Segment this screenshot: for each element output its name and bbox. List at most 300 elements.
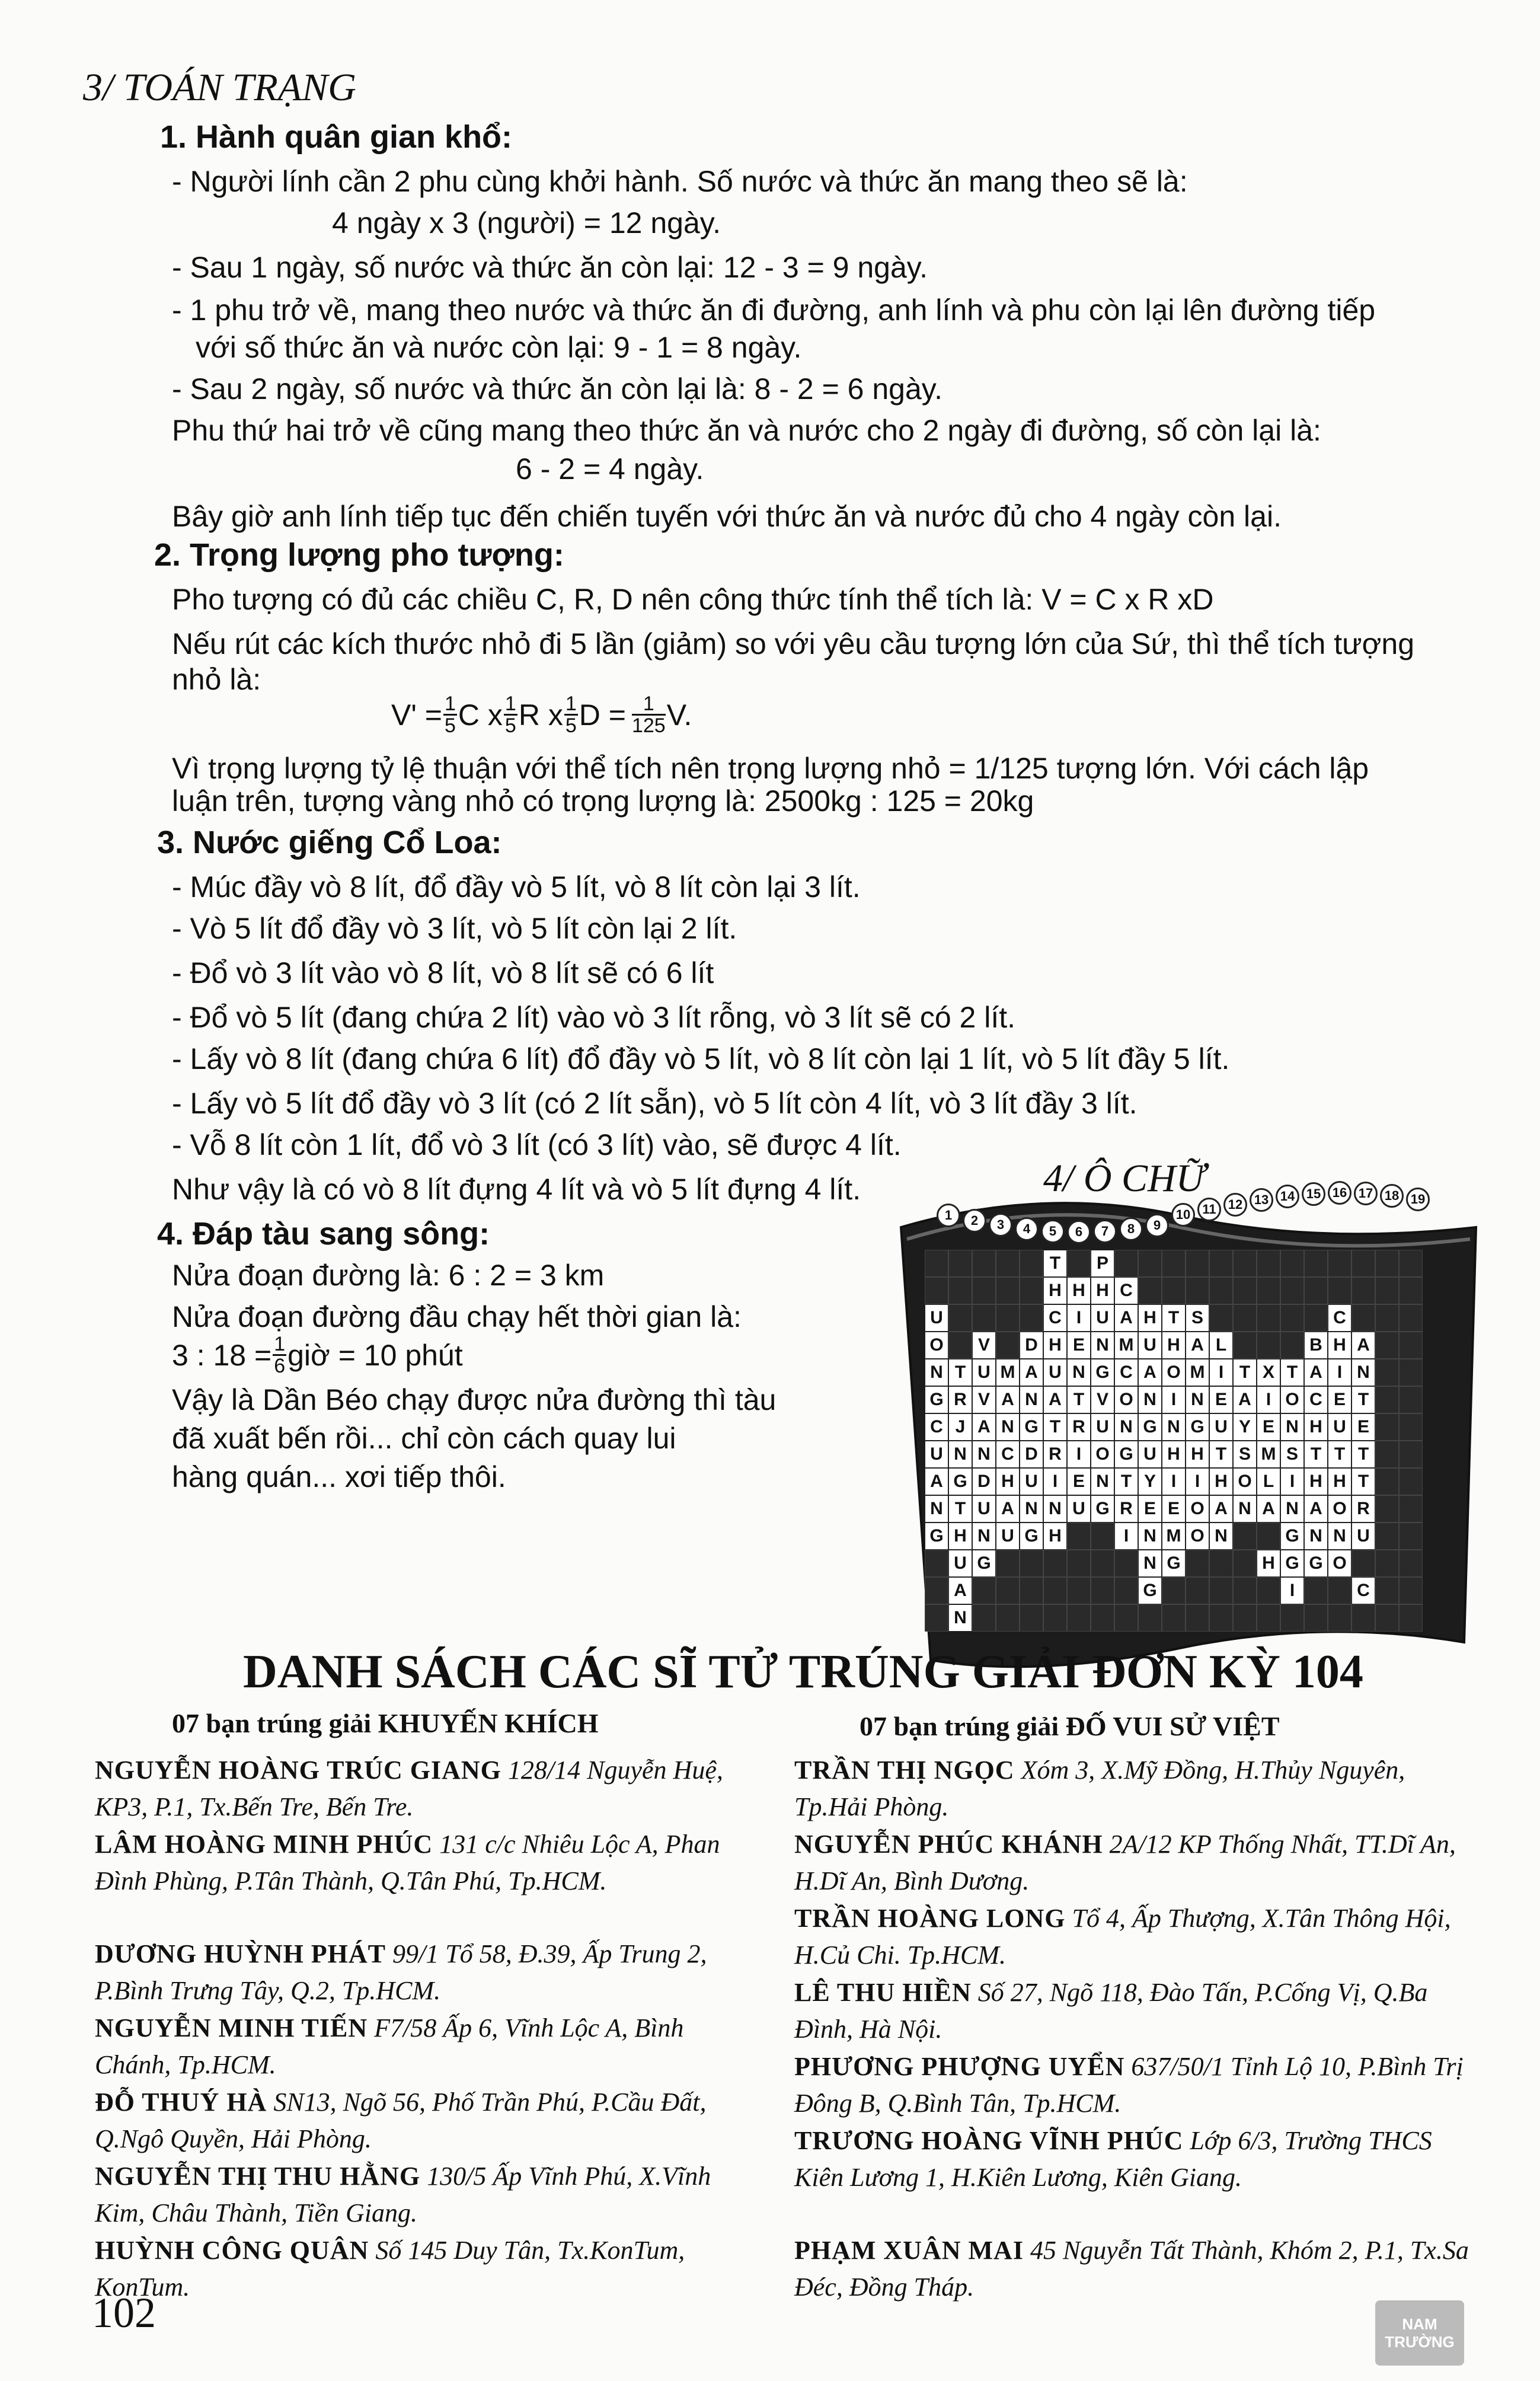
formula-c: C x xyxy=(458,698,503,732)
volume-formula xyxy=(391,694,692,736)
crossword-cell: T xyxy=(1233,1359,1257,1386)
page-number: 102 xyxy=(92,2289,156,2337)
crossword-cell-blank xyxy=(1399,1523,1423,1550)
p1-line-3: - 1 phu trở về, mang theo nước và thức ăn đi đường, anh lính và phu còn lại lên đường tiếp xyxy=(172,293,1376,327)
crossword-cell: A xyxy=(1138,1359,1162,1386)
crossword-cell: A xyxy=(996,1495,1020,1523)
crossword-cell: U xyxy=(1328,1413,1352,1441)
crossword-cell: U xyxy=(1091,1304,1114,1332)
crossword-cell: M xyxy=(1114,1332,1138,1359)
clue-number: 12 xyxy=(1223,1193,1247,1217)
crossword-cell-blank xyxy=(972,1250,996,1277)
crossword-cell: N xyxy=(1352,1359,1375,1386)
crossword-cell: C xyxy=(1043,1304,1067,1332)
crossword-cell-blank xyxy=(1162,1250,1186,1277)
winner-right-1 xyxy=(794,1826,1470,1900)
crossword-cell-blank xyxy=(996,1550,1020,1577)
crossword-cell: G xyxy=(1186,1413,1209,1441)
crossword-cell: U xyxy=(1209,1413,1233,1441)
crossword-cell: O xyxy=(1091,1441,1114,1468)
fraction-one-fifth xyxy=(564,694,578,736)
left-column-header xyxy=(172,1707,599,1739)
p4-line-0: Nửa đoạn đường là: 6 : 2 = 3 km xyxy=(172,1259,605,1292)
crossword-cell: I xyxy=(1328,1359,1352,1386)
winner-address: 637/50/1 Tỉnh Lộ 10, P.Bình Trị Đông B, Q.Bình Tân, Tp.HCM. xyxy=(794,2052,1464,2118)
crossword-cell: I xyxy=(1257,1386,1280,1413)
crossword-cell-blank xyxy=(1091,1604,1114,1632)
crossword-cell-blank xyxy=(1399,1577,1423,1604)
p1-line-4: với số thức ăn và nước còn lại: 9 - 1 = 8 ngày. xyxy=(196,331,802,364)
crossword-cell: T xyxy=(1067,1386,1091,1413)
winner-address: Số 27, Ngõ 118, Đào Tấn, P.Cống Vị, Q.Ba Đình, Hà Nội. xyxy=(794,1978,1428,2044)
crossword-cell: G xyxy=(1020,1523,1043,1550)
crossword-cell-blank xyxy=(925,1250,948,1277)
crossword-cell: G xyxy=(1091,1495,1114,1523)
formula-lhs: V' = xyxy=(391,698,442,732)
crossword-cell: N xyxy=(948,1441,972,1468)
crossword-cell: U xyxy=(925,1441,948,1468)
crossword-cell: S xyxy=(1280,1441,1304,1468)
winner-address: Xóm 3, X.Mỹ Đồng, H.Thủy Nguyên, Tp.Hải Phòng. xyxy=(794,1756,1405,1821)
fraction-num: 1 xyxy=(632,694,666,716)
winner-name: ĐỖ THUÝ HÀ xyxy=(95,2088,267,2117)
crossword-cell-blank xyxy=(948,1304,972,1332)
crossword-cell: H xyxy=(1162,1441,1186,1468)
crossword-cell-blank xyxy=(1233,1250,1257,1277)
crossword-cell-blank xyxy=(1399,1359,1423,1386)
crossword-cell: O xyxy=(925,1332,948,1359)
clue-number: 18 xyxy=(1380,1184,1404,1208)
crossword-cell: I xyxy=(1209,1359,1233,1386)
crossword-cell: H xyxy=(1043,1332,1067,1359)
crossword-cell-blank xyxy=(972,1277,996,1304)
crossword-cell: N xyxy=(1186,1386,1209,1413)
crossword-cell-blank xyxy=(1114,1577,1138,1604)
fraction-num: 1 xyxy=(504,692,516,715)
clue-number: 9 xyxy=(1145,1214,1169,1237)
crossword-grid xyxy=(925,1250,1423,1659)
crossword-cell-blank xyxy=(1399,1250,1423,1277)
crossword-cell-blank xyxy=(996,1604,1020,1632)
crossword-cell-blank xyxy=(1233,1604,1257,1632)
crossword-cell-blank xyxy=(1091,1550,1114,1577)
crossword-cell: G xyxy=(1114,1441,1138,1468)
crossword-cell: A xyxy=(925,1468,948,1495)
crossword-cell: N xyxy=(996,1413,1020,1441)
crossword-cell-blank xyxy=(1399,1386,1423,1413)
crossword-cell-blank xyxy=(1186,1250,1209,1277)
crossword-cell: T xyxy=(1280,1359,1304,1386)
crossword-cell-blank xyxy=(1399,1304,1423,1332)
crossword-cell: E xyxy=(1209,1386,1233,1413)
crossword-cell-blank xyxy=(1399,1604,1423,1632)
clue-number: 11 xyxy=(1197,1198,1221,1221)
crossword-cell: A xyxy=(1209,1495,1233,1523)
clue-number: 2 xyxy=(963,1209,986,1233)
crossword-cell-blank xyxy=(1304,1250,1328,1277)
crossword-cell: I xyxy=(1067,1304,1091,1332)
crossword-cell-blank xyxy=(1043,1604,1067,1632)
fraction-one-125 xyxy=(632,694,666,736)
crossword-cell: I xyxy=(1043,1468,1067,1495)
heading-nuoc-gieng: 3. Nước giếng Cổ Loa: xyxy=(157,825,502,860)
crossword-cell-blank xyxy=(1352,1604,1375,1632)
crossword-cell-blank xyxy=(1375,1577,1399,1604)
crossword-cell-blank xyxy=(1399,1277,1423,1304)
crossword-cell: E xyxy=(1257,1413,1280,1441)
clue-number: 5 xyxy=(1041,1220,1065,1243)
crossword-cell-blank xyxy=(1209,1577,1233,1604)
crossword-cell-blank xyxy=(1209,1250,1233,1277)
p2-line-0: Pho tượng có đủ các chiều C, R, D nên công thức tính thể tích là: V = C x R xD xyxy=(172,583,1214,616)
winner-address: 99/1 Tổ 58, Đ.39, Ấp Trung 2, P.Bình Trưng Tây, Q.2, Tp.HCM. xyxy=(95,1939,707,2005)
crossword-cell-blank xyxy=(1280,1332,1304,1359)
crossword-cell-blank xyxy=(1138,1604,1162,1632)
winner-address: 45 Nguyễn Tất Thành, Khóm 2, P.1, Tx.Sa Đéc, Đồng Tháp. xyxy=(794,2236,1469,2302)
crossword-cell: G xyxy=(948,1468,972,1495)
winner-right-3 xyxy=(794,1974,1470,2048)
crossword-cell: N xyxy=(948,1604,972,1632)
crossword-cell-blank xyxy=(1375,1441,1399,1468)
crossword-cell-blank xyxy=(1067,1604,1091,1632)
crossword-cell: G xyxy=(1138,1413,1162,1441)
crossword-cell: N xyxy=(925,1495,948,1523)
winner-name: NGUYỄN THỊ THU HẰNG xyxy=(95,2162,421,2191)
winner-address: 131 c/c Nhiêu Lộc A, Phan Đình Phùng, P.Tân Thành, Q.Tân Phú, Tp.HCM. xyxy=(95,1830,720,1895)
crossword-cell-blank xyxy=(1399,1550,1423,1577)
crossword-cell: I xyxy=(1162,1386,1186,1413)
p2-after-0: Vì trọng lượng tỷ lệ thuận với thể tích nên trọng lượng nhỏ = 1/125 tượng lớn. Với cách lập xyxy=(172,752,1369,785)
crossword-cell: V xyxy=(1091,1386,1114,1413)
p3-line-5: - Lấy vò 5 lít đổ đầy vò 3 lít (có 2 lít sẵn), vò 5 lít còn 4 lít, vò 3 lít đầy 3 lít. xyxy=(172,1087,1138,1120)
right-header-kind: ĐỐ VUI SỬ VIỆT xyxy=(1065,1711,1280,1741)
crossword-cell: I xyxy=(1067,1441,1091,1468)
crossword-cell: N xyxy=(1020,1495,1043,1523)
crossword-cell: Y xyxy=(1233,1413,1257,1441)
crossword-cell: G xyxy=(1020,1413,1043,1441)
p2-after-1: luận trên, tượng vàng nhỏ có trọng lượng là: 2500kg : 125 = 20kg xyxy=(172,784,1034,818)
winner-address: 130/5 Ấp Vĩnh Phú, X.Vĩnh Kim, Châu Thành, Tiền Giang. xyxy=(95,2162,711,2227)
crossword-cell: H xyxy=(1043,1523,1067,1550)
crossword-cell-blank xyxy=(1209,1604,1233,1632)
p1-line-2: - Sau 1 ngày, số nước và thức ăn còn lại: 12 - 3 = 9 ngày. xyxy=(172,251,928,284)
crossword-cell: N xyxy=(1114,1413,1138,1441)
fraction-den: 5 xyxy=(504,714,516,737)
crossword-cell: T xyxy=(1043,1413,1067,1441)
p3-line-0: - Múc đầy vò 8 lít, đổ đầy vò 5 lít, vò 8 lít còn lại 3 lít. xyxy=(172,870,861,904)
heading-dap-tau: 4. Đáp tàu sang sông: xyxy=(157,1216,490,1252)
fraction-den: 6 xyxy=(274,1355,286,1377)
crossword-cell: H xyxy=(1328,1332,1352,1359)
crossword-cell-blank xyxy=(1186,1577,1209,1604)
crossword-cell: R xyxy=(1352,1495,1375,1523)
crossword-cell: N xyxy=(1138,1523,1162,1550)
winner-address: Lớp 6/3, Trường THCS Kiên Lương 1, H.Kiên Lương, Kiên Giang. xyxy=(794,2126,1432,2192)
crossword-cell: N xyxy=(1091,1332,1114,1359)
right-header-count: 07 bạn trúng giải xyxy=(860,1711,1059,1741)
crossword-cell-blank xyxy=(1280,1604,1304,1632)
crossword-cell-blank xyxy=(1352,1550,1375,1577)
crossword-cell: A xyxy=(1043,1386,1067,1413)
crossword-cell: O xyxy=(1162,1359,1186,1386)
time-calc xyxy=(172,1334,463,1376)
crossword-cell-blank xyxy=(1280,1250,1304,1277)
crossword-cell: T xyxy=(1352,1441,1375,1468)
crossword-cell: N xyxy=(1233,1495,1257,1523)
crossword-cell-blank xyxy=(1375,1250,1399,1277)
crossword-cell: I xyxy=(1114,1523,1138,1550)
crossword-cell-blank xyxy=(1375,1386,1399,1413)
winner-name: PHẠM XUÂN MAI xyxy=(794,2236,1024,2265)
crossword-cell: N xyxy=(1304,1523,1328,1550)
crossword-cell: E xyxy=(1067,1332,1091,1359)
crossword-cell: P xyxy=(1091,1250,1114,1277)
crossword-cell-blank xyxy=(1257,1332,1280,1359)
fraction-num: 1 xyxy=(445,692,456,715)
crossword-cell: A xyxy=(948,1577,972,1604)
crossword-cell: U xyxy=(972,1495,996,1523)
crossword-cell-blank xyxy=(925,1277,948,1304)
crossword-cell: S xyxy=(1186,1304,1209,1332)
crossword-cell: N xyxy=(972,1441,996,1468)
crossword-cell: O xyxy=(1233,1468,1257,1495)
crossword-cell-blank xyxy=(1399,1332,1423,1359)
crossword-cell: N xyxy=(925,1359,948,1386)
crossword-cell: N xyxy=(1020,1386,1043,1413)
crossword-cell: C xyxy=(1304,1386,1328,1413)
crossword-cell-blank xyxy=(972,1604,996,1632)
crossword-cell: R xyxy=(1114,1495,1138,1523)
crossword-cell-blank xyxy=(1352,1304,1375,1332)
crossword-cell-blank xyxy=(1233,1332,1257,1359)
fraction-one-fifth xyxy=(504,694,517,736)
crossword-cell: O xyxy=(1186,1495,1209,1523)
publisher-logo: NAM TRƯỜNG xyxy=(1375,2300,1464,2366)
crossword-cell-blank xyxy=(1209,1550,1233,1577)
crossword-cell-blank xyxy=(996,1332,1020,1359)
clue-number: 14 xyxy=(1276,1185,1299,1208)
clue-number: 3 xyxy=(989,1213,1012,1237)
crossword-cell: G xyxy=(1138,1577,1162,1604)
crossword-cell-blank xyxy=(1067,1250,1091,1277)
p3-line-1: - Vò 5 lít đổ đầy vò 3 lít, vò 5 lít còn lại 2 lít. xyxy=(172,912,737,945)
crossword-cell: Y xyxy=(1138,1468,1162,1495)
crossword-cell: E xyxy=(1162,1495,1186,1523)
crossword-cell-blank xyxy=(1304,1577,1328,1604)
crossword-cell-blank xyxy=(1138,1250,1162,1277)
crossword-cell-blank xyxy=(1375,1332,1399,1359)
heading-trong-luong: 2. Trọng lượng pho tượng: xyxy=(154,537,564,573)
crossword-cell-blank xyxy=(1257,1577,1280,1604)
formula-d: D = xyxy=(579,698,626,732)
crossword-cell: H xyxy=(1067,1277,1091,1304)
crossword-cell: T xyxy=(1328,1441,1352,1468)
winner-name: PHƯƠNG PHƯỢNG UYỂN xyxy=(794,2052,1125,2081)
p3-line-6: - Vỗ 8 lít còn 1 lít, đổ vò 3 lít (có 3 lít) vào, sẽ được 4 lít. xyxy=(172,1128,902,1161)
crossword-cell-blank xyxy=(1257,1604,1280,1632)
winner-name: DƯƠNG HUỲNH PHÁT xyxy=(95,1939,386,1968)
crossword-cell: M xyxy=(1257,1441,1280,1468)
crossword-cell-blank xyxy=(1304,1304,1328,1332)
crossword-cell-blank xyxy=(1020,1604,1043,1632)
crossword-cell: G xyxy=(972,1550,996,1577)
crossword-cell: B xyxy=(1304,1332,1328,1359)
crossword-cell: N xyxy=(972,1523,996,1550)
left-header-kind: KHUYẾN KHÍCH xyxy=(378,1708,599,1738)
winner-name: HUỲNH CÔNG QUÂN xyxy=(95,2236,369,2265)
crossword-cell: H xyxy=(1304,1468,1328,1495)
crossword-cell: V xyxy=(972,1332,996,1359)
crossword-cell: A xyxy=(1233,1386,1257,1413)
clue-number: 17 xyxy=(1354,1182,1378,1205)
winner-left-4 xyxy=(95,2084,759,2157)
crossword-cell-blank xyxy=(1114,1550,1138,1577)
crossword-cell-blank xyxy=(1257,1523,1280,1550)
crossword-cell-blank xyxy=(996,1304,1020,1332)
crossword-cell: N xyxy=(1280,1495,1304,1523)
crossword-cell-blank xyxy=(1020,1577,1043,1604)
crossword-cell: H xyxy=(1043,1277,1067,1304)
crossword-cell: R xyxy=(1067,1413,1091,1441)
crossword-cell: T xyxy=(1304,1441,1328,1468)
crossword-cell-blank xyxy=(1233,1277,1257,1304)
crossword-cell-blank xyxy=(1399,1468,1423,1495)
crossword-cell: N xyxy=(1209,1523,1233,1550)
crossword-cell-blank xyxy=(1114,1250,1138,1277)
crossword-cell-blank xyxy=(1399,1441,1423,1468)
crossword-cell: L xyxy=(1209,1332,1233,1359)
crossword-cell-blank xyxy=(1257,1277,1280,1304)
crossword-cell-blank xyxy=(1067,1577,1091,1604)
crossword-cell: A xyxy=(1186,1332,1209,1359)
crossword-cell-blank xyxy=(948,1277,972,1304)
crossword-cell-blank xyxy=(1328,1577,1352,1604)
p1-line-6: Phu thứ hai trở về cũng mang theo thức ăn và nước cho 2 ngày đi đường, số còn lại là: xyxy=(172,414,1321,447)
crossword-cell: E xyxy=(1352,1413,1375,1441)
crossword-cell: O xyxy=(1186,1523,1209,1550)
crossword-cell: V xyxy=(972,1386,996,1413)
winner-name: NGUYỄN MINH TIẾN xyxy=(95,2013,368,2042)
crossword-cell: H xyxy=(948,1523,972,1550)
clue-number: 4 xyxy=(1015,1217,1039,1241)
crossword-cell-blank xyxy=(1304,1604,1328,1632)
crossword-cell-blank xyxy=(1020,1277,1043,1304)
crossword-cell: O xyxy=(1328,1495,1352,1523)
left-header-count: 07 bạn trúng giải xyxy=(172,1708,372,1738)
crossword-cell: R xyxy=(1043,1441,1067,1468)
crossword-cell-blank xyxy=(1304,1277,1328,1304)
crossword-cell: C xyxy=(1328,1304,1352,1332)
crossword-cell: C xyxy=(1352,1577,1375,1604)
crossword-cell: M xyxy=(1162,1523,1186,1550)
crossword-cell-blank xyxy=(1209,1277,1233,1304)
crossword-cell: U xyxy=(948,1550,972,1577)
crossword-cell-blank xyxy=(925,1550,948,1577)
crossword-cell: U xyxy=(1043,1359,1067,1386)
p1-line-5: - Sau 2 ngày, số nước và thức ăn còn lại là: 8 - 2 = 6 ngày. xyxy=(172,372,942,406)
formula-v: V. xyxy=(666,698,692,732)
fraction-den: 5 xyxy=(445,714,456,737)
fraction-den: 5 xyxy=(565,714,577,737)
crossword-cell: I xyxy=(1280,1577,1304,1604)
winner-right-6 xyxy=(794,2232,1470,2306)
p1-line-1: 4 ngày x 3 (người) = 12 ngày. xyxy=(332,206,721,240)
crossword-cell: G xyxy=(1280,1550,1304,1577)
crossword-cell: H xyxy=(1162,1332,1186,1359)
crossword-cell-blank xyxy=(996,1250,1020,1277)
crossword-cell: A xyxy=(1020,1359,1043,1386)
p4-line-1: Nửa đoạn đường đầu chạy hết thời gian là: xyxy=(172,1300,742,1333)
winner-address: F7/58 Ấp 6, Vĩnh Lộc A, Bình Chánh, Tp.HCM. xyxy=(95,2013,684,2079)
crossword-cell: A xyxy=(996,1386,1020,1413)
crossword-cell: U xyxy=(1020,1468,1043,1495)
winner-name: TRƯƠNG HOÀNG VĨNH PHÚC xyxy=(794,2126,1184,2155)
winner-name: NGUYỄN PHÚC KHÁNH xyxy=(794,1830,1103,1859)
heading-hanh-quan: 1. Hành quân gian khổ: xyxy=(160,119,513,155)
crossword-title: 4/ Ô CHỮ xyxy=(1043,1157,1206,1200)
clue-number: 1 xyxy=(937,1204,960,1227)
crossword-cell: H xyxy=(996,1468,1020,1495)
crossword-cell-blank xyxy=(1280,1304,1304,1332)
crossword-cell-blank xyxy=(948,1250,972,1277)
p4-after-2: hàng quán... xơi tiếp thôi. xyxy=(172,1460,506,1493)
crossword-cell-blank xyxy=(1091,1577,1114,1604)
clue-number: 15 xyxy=(1302,1182,1325,1206)
crossword-cell-blank xyxy=(1233,1550,1257,1577)
crossword-cell-blank xyxy=(1233,1523,1257,1550)
crossword-cell: N xyxy=(1043,1495,1067,1523)
clue-number: 19 xyxy=(1406,1188,1430,1211)
crossword-cell: T xyxy=(1162,1304,1186,1332)
winner-right-0 xyxy=(794,1752,1470,1825)
winner-address: 2A/12 KP Thống Nhất, TT.Dĩ An, H.Dĩ An, Bình Dương. xyxy=(794,1830,1456,1895)
crossword-cell: G xyxy=(1162,1550,1186,1577)
crossword-cell: N xyxy=(1138,1550,1162,1577)
crossword-cell: U xyxy=(925,1304,948,1332)
p4-after-1: đã xuất bến rồi... chỉ còn cách quay lui xyxy=(172,1422,676,1455)
crossword-cell: N xyxy=(1091,1468,1114,1495)
crossword-cell-blank xyxy=(1280,1277,1304,1304)
crossword-cell-blank xyxy=(1399,1495,1423,1523)
winner-name: TRẦN THỊ NGỌC xyxy=(794,1756,1015,1785)
crossword-cell: N xyxy=(1067,1359,1091,1386)
crossword-cell: C xyxy=(1114,1359,1138,1386)
crossword-cell-blank xyxy=(1375,1550,1399,1577)
crossword-cell-blank xyxy=(1399,1413,1423,1441)
crossword-cell: M xyxy=(1186,1359,1209,1386)
clue-number: 10 xyxy=(1171,1203,1195,1227)
crossword-cell-blank xyxy=(1375,1523,1399,1550)
crossword-cell-blank xyxy=(1209,1304,1233,1332)
crossword-cell-blank xyxy=(1091,1523,1114,1550)
crossword-cell: R xyxy=(948,1386,972,1413)
crossword-cell: H xyxy=(1304,1413,1328,1441)
crossword-cell: C xyxy=(996,1441,1020,1468)
clue-number: 8 xyxy=(1119,1217,1143,1241)
fraction-num: 1 xyxy=(274,1333,286,1355)
winner-address: SN13, Ngõ 56, Phố Trần Phú, P.Cầu Đất, Q.Ngô Quyền, Hải Phòng. xyxy=(95,2088,707,2153)
crossword-cell-blank xyxy=(1020,1550,1043,1577)
p3-line-2: - Đổ vò 3 lít vào vò 8 lít, vò 8 lít sẽ có 6 lít xyxy=(172,956,714,990)
winner-left-1 xyxy=(95,1826,759,1900)
crossword-cell-blank xyxy=(1186,1277,1209,1304)
crossword-cell-blank xyxy=(972,1577,996,1604)
crossword-cell-blank xyxy=(1186,1604,1209,1632)
crossword-cell-blank xyxy=(1352,1277,1375,1304)
winner-left-6 xyxy=(95,2232,759,2306)
crossword-cell: E xyxy=(1328,1386,1352,1413)
crossword-cell-blank xyxy=(1162,1277,1186,1304)
